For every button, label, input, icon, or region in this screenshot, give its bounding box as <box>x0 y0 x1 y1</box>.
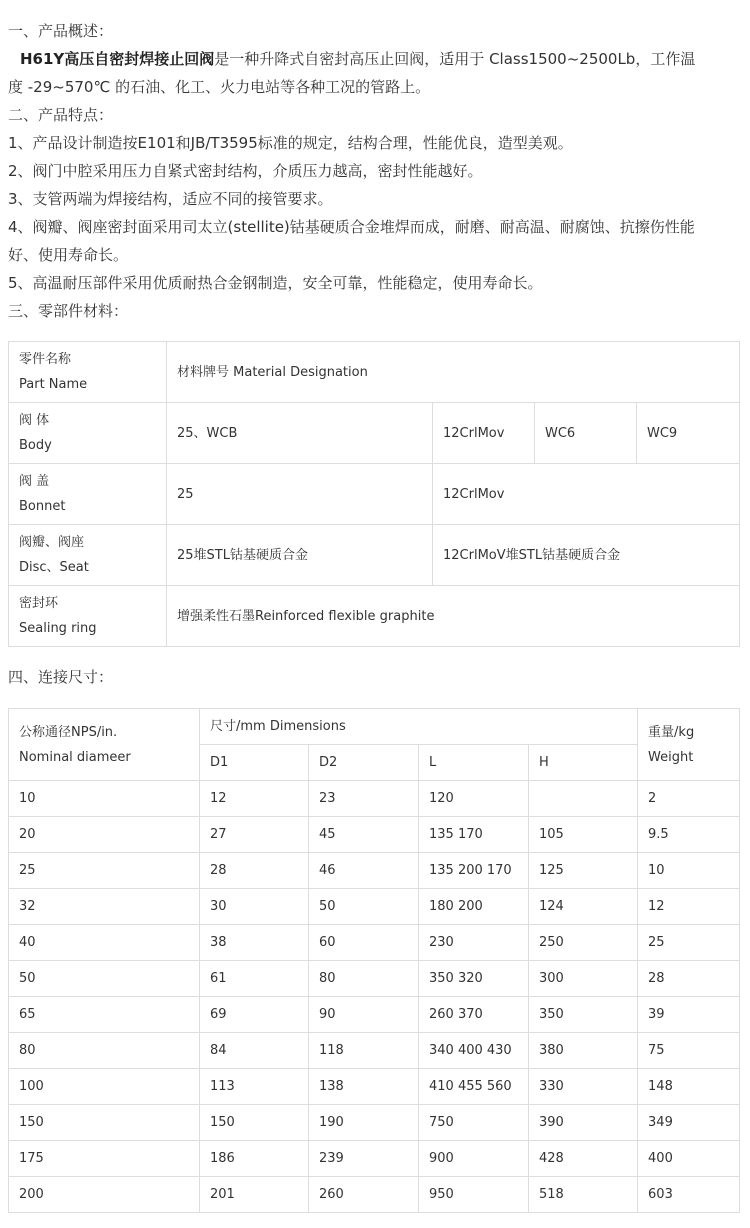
table-cell: 603 <box>638 1177 740 1213</box>
nps-cn: 公称通径NPS/in. <box>19 724 118 740</box>
feature-item: 4、阀瓣、阀座密封面采用司太立(stellite)钴基硬质合金堆焊而成，耐磨、耐高温、耐腐蚀、抗擦伤性能 <box>8 218 695 236</box>
table-row <box>9 889 740 925</box>
feature-item: 好、使用寿命长。 <box>8 246 129 264</box>
part-cn: 阀 体 <box>19 413 50 428</box>
table-cell: 28 <box>200 853 309 889</box>
table-cell: 410 455 560 <box>419 1069 529 1105</box>
material-cell: 25 <box>167 464 433 525</box>
material-cell: 25、WCB <box>167 403 433 464</box>
part-en: Body <box>19 438 52 453</box>
table-cell: 350 320 <box>419 961 529 997</box>
table-cell: 27 <box>200 817 309 853</box>
table-cell: 105 <box>529 817 638 853</box>
table-cell <box>529 781 638 817</box>
weight-header <box>638 709 740 781</box>
table-cell: 260 370 <box>419 997 529 1033</box>
material-cell: 25堆STL钴基硬质合金 <box>167 525 433 586</box>
part-cell <box>9 586 167 647</box>
part-en: Disc、Seat <box>19 560 89 575</box>
table-row <box>9 464 740 525</box>
table-cell: 518 <box>529 1177 638 1213</box>
part-cell <box>9 464 167 525</box>
table-row <box>9 997 740 1033</box>
table-cell: 180 200 <box>419 889 529 925</box>
table-cell: 118 <box>309 1033 419 1069</box>
table-cell: 65 <box>9 997 200 1033</box>
table-cell: 200 <box>9 1177 200 1213</box>
table-cell: 75 <box>638 1033 740 1069</box>
table-cell: 150 <box>200 1105 309 1141</box>
dims-heading: 四、连接尺寸： <box>8 668 114 686</box>
table-cell: 32 <box>9 889 200 925</box>
table-cell: 120 <box>419 781 529 817</box>
part-en: Bonnet <box>19 499 66 514</box>
material-cell: 12CrlMov <box>433 464 740 525</box>
table-cell: 2 <box>638 781 740 817</box>
material-cell: 12CrlMov <box>433 403 535 464</box>
col-h-header: H <box>529 745 638 781</box>
table-row <box>9 709 740 745</box>
table-row <box>9 1069 740 1105</box>
table-cell: 69 <box>200 997 309 1033</box>
material-cell: 12CrlMoV堆STL钴基硬质合金 <box>433 525 740 586</box>
table-cell: 23 <box>309 781 419 817</box>
table-row <box>9 853 740 889</box>
table-cell: 300 <box>529 961 638 997</box>
table-cell: 10 <box>9 781 200 817</box>
table-cell: 61 <box>200 961 309 997</box>
nps-en: Nominal diameer <box>19 749 131 765</box>
feature-item: 3、支管两端为焊接结构，适应不同的接管要求。 <box>8 190 333 208</box>
materials-heading: 三、零部件材料： <box>8 302 129 320</box>
table-row <box>9 925 740 961</box>
part-cn: 阀瓣、阀座 <box>19 535 85 550</box>
table-cell: 750 <box>419 1105 529 1141</box>
table-cell: 138 <box>309 1069 419 1105</box>
material-cell: WC9 <box>637 403 740 464</box>
table-cell: 175 <box>9 1141 200 1177</box>
dimensions-table <box>8 708 740 1213</box>
table-cell: 125 <box>529 853 638 889</box>
table-cell: 38 <box>200 925 309 961</box>
table-cell: 80 <box>309 961 419 997</box>
table-cell: 349 <box>638 1105 740 1141</box>
table-row <box>9 1177 740 1213</box>
part-cell <box>9 403 167 464</box>
table-cell: 46 <box>309 853 419 889</box>
table-cell: 230 <box>419 925 529 961</box>
table-cell: 148 <box>638 1069 740 1105</box>
feature-item: 2、阀门中腔采用压力自紧式密封结构，介质压力越高，密封性能越好。 <box>8 162 483 180</box>
table-cell: 50 <box>309 889 419 925</box>
table-cell: 12 <box>200 781 309 817</box>
table-cell: 84 <box>200 1033 309 1069</box>
table-cell: 390 <box>529 1105 638 1141</box>
table-cell: 330 <box>529 1069 638 1105</box>
table-row <box>9 1141 740 1177</box>
table-row <box>9 1033 740 1069</box>
table-cell: 135 200 170 <box>419 853 529 889</box>
table-row <box>9 1105 740 1141</box>
part-name-header <box>9 342 167 403</box>
table-cell: 350 <box>529 997 638 1033</box>
part-name-en: Part Name <box>19 377 88 392</box>
table-cell: 190 <box>309 1105 419 1141</box>
table-cell: 428 <box>529 1141 638 1177</box>
table-row <box>9 817 740 853</box>
table-cell: 10 <box>638 853 740 889</box>
weight-cn: 重量/kg <box>648 724 695 740</box>
materials-table <box>8 341 740 647</box>
product-name: H61Y高压自密封焊接止回阀 <box>20 50 215 68</box>
table-cell: 9.5 <box>638 817 740 853</box>
table-row <box>9 525 740 586</box>
table-cell: 60 <box>309 925 419 961</box>
table-cell: 45 <box>309 817 419 853</box>
table-cell: 39 <box>638 997 740 1033</box>
part-cn: 密封环 <box>19 596 59 611</box>
table-cell: 20 <box>9 817 200 853</box>
table-cell: 340 400 430 <box>419 1033 529 1069</box>
col-d1-header: D1 <box>200 745 309 781</box>
overview-desc-line1: 是一种升降式自密封高压止回阀，适用于 Class1500~2500Lb，工作温 <box>214 50 696 68</box>
col-l-header: L <box>419 745 529 781</box>
table-cell: 400 <box>638 1141 740 1177</box>
part-name-cn: 零件名称 <box>19 352 72 367</box>
overview-heading: 一、产品概述： <box>8 22 114 40</box>
material-designation-header: 材料牌号 Material Designation <box>167 342 740 403</box>
table-cell: 239 <box>309 1141 419 1177</box>
table-cell: 25 <box>638 925 740 961</box>
table-row <box>9 586 740 647</box>
part-en: Sealing ring <box>19 621 97 636</box>
part-cn: 阀 盖 <box>19 474 50 489</box>
table-cell: 25 <box>9 853 200 889</box>
table-cell: 12 <box>638 889 740 925</box>
material-cell: WC6 <box>535 403 637 464</box>
weight-en: Weight <box>648 749 694 765</box>
table-row <box>9 342 740 403</box>
table-row <box>9 961 740 997</box>
table-row <box>9 781 740 817</box>
overview-paragraph <box>8 45 732 101</box>
table-cell: 250 <box>529 925 638 961</box>
nps-header <box>9 709 200 781</box>
table-row <box>9 403 740 464</box>
material-cell: 增强柔性石墨Reinforced flexible graphite <box>167 586 740 647</box>
col-d2-header: D2 <box>309 745 419 781</box>
table-cell: 186 <box>200 1141 309 1177</box>
part-cell <box>9 525 167 586</box>
dimensions-header: 尺寸/mm Dimensions <box>200 709 638 745</box>
table-cell: 28 <box>638 961 740 997</box>
feature-item: 1、产品设计制造按E101和JB/T3595标准的规定，结构合理，性能优良，造型美观。 <box>8 134 573 152</box>
table-cell: 201 <box>200 1177 309 1213</box>
overview-desc-line2: 度 -29~570℃ 的石油、化工、火力电站等各种工况的管路上。 <box>8 78 431 96</box>
table-cell: 124 <box>529 889 638 925</box>
table-cell: 90 <box>309 997 419 1033</box>
table-cell: 80 <box>9 1033 200 1069</box>
table-cell: 260 <box>309 1177 419 1213</box>
table-cell: 150 <box>9 1105 200 1141</box>
table-cell: 380 <box>529 1033 638 1069</box>
table-cell: 40 <box>9 925 200 961</box>
table-cell: 135 170 <box>419 817 529 853</box>
table-cell: 950 <box>419 1177 529 1213</box>
table-cell: 50 <box>9 961 200 997</box>
table-cell: 100 <box>9 1069 200 1105</box>
table-cell: 113 <box>200 1069 309 1105</box>
table-cell: 30 <box>200 889 309 925</box>
feature-item: 5、高温耐压部件采用优质耐热合金钢制造，安全可靠，性能稳定，使用寿命长。 <box>8 274 543 292</box>
table-cell: 900 <box>419 1141 529 1177</box>
features-heading: 二、产品特点： <box>8 106 114 124</box>
